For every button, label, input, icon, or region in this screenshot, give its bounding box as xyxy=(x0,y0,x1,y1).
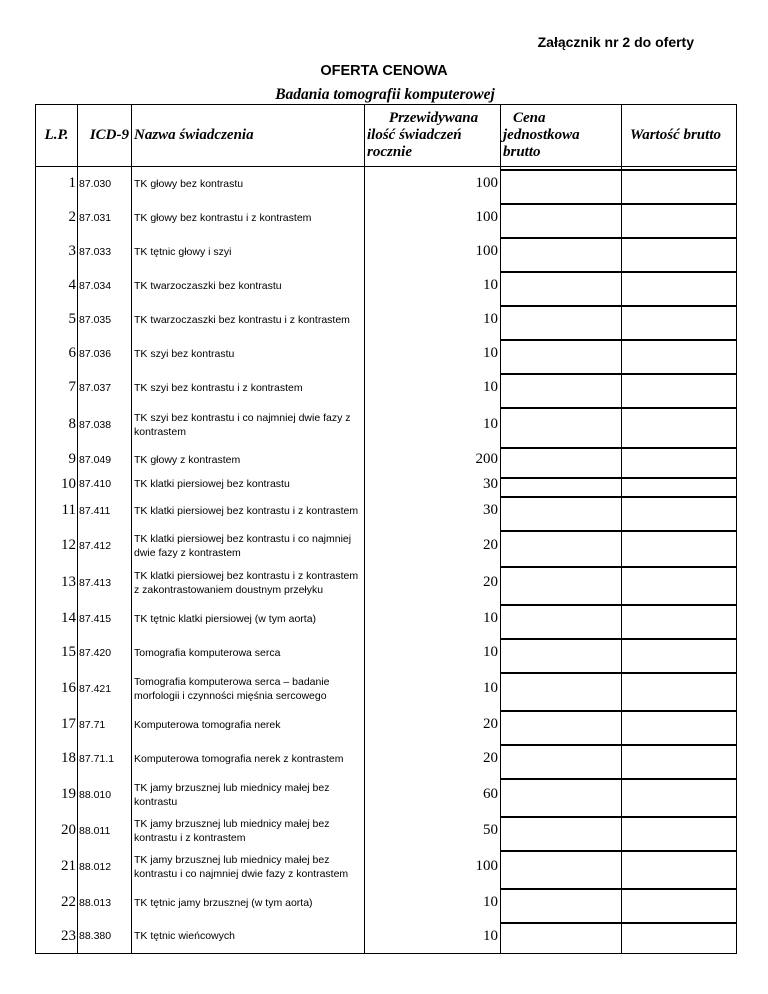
empty-value-box[interactable] xyxy=(501,271,621,273)
empty-value-box[interactable] xyxy=(622,604,736,606)
empty-value-box[interactable] xyxy=(622,496,736,498)
row-number: 12 xyxy=(36,528,78,564)
row-icd-code: 87.411 xyxy=(78,494,132,528)
table-row xyxy=(36,269,737,303)
row-quantity: 20 xyxy=(365,742,501,776)
empty-value-box[interactable] xyxy=(501,566,621,568)
row-service-name: TK klatki piersiowej bez kontrastu i z kontrastem z zakontrastowaniem doustnym przełyku xyxy=(132,564,365,602)
row-service-name: TK tętnic klatki piersiowej (w tym aorta) xyxy=(132,602,365,636)
row-service-name: TK szyi bez kontrastu i z kontrastem xyxy=(132,371,365,405)
row-quantity: 10 xyxy=(365,303,501,337)
empty-value-box[interactable] xyxy=(501,407,621,409)
row-number: 7 xyxy=(36,371,78,405)
row-gross-value-field[interactable] xyxy=(622,235,737,269)
row-number: 18 xyxy=(36,742,78,776)
offer-subtitle: Badania tomografii komputerowej xyxy=(275,86,495,103)
row-unit-price-field[interactable] xyxy=(501,494,622,528)
row-icd-code: 87.71.1 xyxy=(78,742,132,776)
row-unit-price-field[interactable] xyxy=(501,776,622,814)
row-gross-value-field[interactable] xyxy=(622,371,737,405)
row-gross-value-field[interactable] xyxy=(622,445,737,475)
row-unit-price-field[interactable] xyxy=(501,742,622,776)
row-icd-code: 87.421 xyxy=(78,670,132,708)
row-service-name: TK tętnic jamy brzusznej (w tym aorta) xyxy=(132,886,365,920)
row-gross-value-field[interactable] xyxy=(622,886,737,920)
row-gross-value-field[interactable] xyxy=(622,564,737,602)
row-service-name: TK głowy bez kontrastu i z kontrastem xyxy=(132,201,365,235)
table-row xyxy=(36,742,737,776)
empty-value-box[interactable] xyxy=(501,530,621,532)
row-number: 17 xyxy=(36,708,78,742)
row-number: 23 xyxy=(36,920,78,954)
empty-value-box[interactable] xyxy=(622,816,736,818)
row-number: 2 xyxy=(36,201,78,235)
table-row xyxy=(36,405,737,445)
table-row xyxy=(36,602,737,636)
row-service-name: Tomografia komputerowa serca xyxy=(132,636,365,670)
column-header-quantity xyxy=(365,105,501,167)
row-gross-value-field[interactable] xyxy=(622,269,737,303)
row-service-name: TK tętnic głowy i szyi xyxy=(132,235,365,269)
quantity-header-line: Przewidywana xyxy=(388,110,479,126)
row-unit-price-field[interactable] xyxy=(501,564,622,602)
row-unit-price-field[interactable] xyxy=(501,235,622,269)
row-service-name: TK głowy bez kontrastu xyxy=(132,167,365,201)
row-gross-value-field[interactable] xyxy=(622,814,737,848)
row-icd-code: 88.012 xyxy=(78,848,132,886)
row-quantity: 10 xyxy=(365,371,501,405)
empty-value-box[interactable] xyxy=(501,477,621,479)
empty-value-box[interactable] xyxy=(622,888,736,890)
row-service-name: Tomografia komputerowa serca – badanie morfologii i czynności mięśnia sercowego xyxy=(132,670,365,708)
column-header-icd: ICD-9 xyxy=(78,105,132,167)
table-row xyxy=(36,528,737,564)
row-service-name: TK klatki piersiowej bez kontrastu i co najmniej dwie fazy z kontrastem xyxy=(132,528,365,564)
quantity-header-line: rocznie xyxy=(367,144,412,160)
empty-value-box[interactable] xyxy=(622,447,736,449)
price-offer-table xyxy=(35,104,737,954)
row-quantity: 100 xyxy=(365,848,501,886)
row-icd-code: 87.413 xyxy=(78,564,132,602)
table-row xyxy=(36,920,737,954)
row-service-name: TK tętnic wieńcowych xyxy=(132,920,365,954)
row-quantity: 10 xyxy=(365,337,501,371)
row-icd-code: 87.035 xyxy=(78,303,132,337)
row-gross-value-field[interactable] xyxy=(622,636,737,670)
empty-value-box[interactable] xyxy=(622,237,736,239)
empty-value-box[interactable] xyxy=(501,638,621,640)
row-unit-price-field[interactable] xyxy=(501,886,622,920)
empty-value-box[interactable] xyxy=(622,339,736,341)
row-icd-code: 87.036 xyxy=(78,337,132,371)
row-quantity: 20 xyxy=(365,708,501,742)
row-gross-value-field[interactable] xyxy=(622,848,737,886)
table-row xyxy=(36,475,737,494)
table-row xyxy=(36,564,737,602)
row-gross-value-field[interactable] xyxy=(622,776,737,814)
table-row xyxy=(36,776,737,814)
row-icd-code: 87.033 xyxy=(78,235,132,269)
row-gross-value-field[interactable] xyxy=(622,494,737,528)
table-row xyxy=(36,167,737,201)
table-row xyxy=(36,303,737,337)
row-unit-price-field[interactable] xyxy=(501,708,622,742)
row-quantity: 30 xyxy=(365,494,501,528)
row-service-name: TK jamy brzusznej lub miednicy małej bez kontrastu xyxy=(132,776,365,814)
row-unit-price-field[interactable] xyxy=(501,848,622,886)
empty-value-box[interactable] xyxy=(622,477,736,479)
row-gross-value-field[interactable] xyxy=(622,920,737,954)
row-unit-price-field[interactable] xyxy=(501,303,622,337)
row-icd-code: 88.010 xyxy=(78,776,132,814)
row-service-name: Komputerowa tomografia nerek xyxy=(132,708,365,742)
column-header-name: Nazwa świadczenia xyxy=(132,105,365,167)
empty-value-box[interactable] xyxy=(501,203,621,205)
row-number: 10 xyxy=(36,475,78,494)
offer-title: OFERTA CENOWA xyxy=(320,63,448,79)
table-row xyxy=(36,670,737,708)
empty-value-box[interactable] xyxy=(501,339,621,341)
empty-value-box[interactable] xyxy=(501,778,621,780)
column-header-gross-value: Wartość brutto xyxy=(622,105,737,167)
annex-label: Załącznik nr 2 do oferty xyxy=(537,34,694,50)
row-number: 3 xyxy=(36,235,78,269)
empty-value-box[interactable] xyxy=(622,373,736,375)
table-row xyxy=(36,201,737,235)
row-unit-price-field[interactable] xyxy=(501,201,622,235)
table-row xyxy=(36,708,737,742)
row-number: 13 xyxy=(36,564,78,602)
row-unit-price-field[interactable] xyxy=(501,475,622,494)
row-service-name: Komputerowa tomografia nerek z kontrastem xyxy=(132,742,365,776)
row-gross-value-field[interactable] xyxy=(622,742,737,776)
row-number: 16 xyxy=(36,670,78,708)
row-number: 9 xyxy=(36,445,78,475)
row-icd-code: 87.038 xyxy=(78,405,132,445)
table-row xyxy=(36,445,737,475)
row-number: 11 xyxy=(36,494,78,528)
row-service-name: TK głowy z kontrastem xyxy=(132,445,365,475)
row-unit-price-field[interactable] xyxy=(501,167,622,201)
row-number: 4 xyxy=(36,269,78,303)
empty-value-box[interactable] xyxy=(622,744,736,746)
row-quantity: 10 xyxy=(365,405,501,445)
row-number: 8 xyxy=(36,405,78,445)
empty-value-box[interactable] xyxy=(622,271,736,273)
empty-value-box[interactable] xyxy=(501,305,621,307)
row-quantity: 100 xyxy=(365,201,501,235)
table-row xyxy=(36,494,737,528)
empty-value-box[interactable] xyxy=(622,530,736,532)
row-gross-value-field[interactable] xyxy=(622,167,737,201)
table-row xyxy=(36,337,737,371)
row-quantity: 100 xyxy=(365,167,501,201)
row-service-name: TK szyi bez kontrastu i co najmniej dwie fazy z kontrastem xyxy=(132,405,365,445)
row-number: 20 xyxy=(36,814,78,848)
row-unit-price-field[interactable] xyxy=(501,920,622,954)
empty-value-box[interactable] xyxy=(501,922,621,924)
empty-value-box[interactable] xyxy=(501,744,621,746)
row-quantity: 10 xyxy=(365,269,501,303)
row-gross-value-field[interactable] xyxy=(622,303,737,337)
empty-value-box[interactable] xyxy=(622,638,736,640)
empty-value-box[interactable] xyxy=(501,496,621,498)
empty-value-box[interactable] xyxy=(501,672,621,674)
table-row xyxy=(36,848,737,886)
row-number: 19 xyxy=(36,776,78,814)
empty-value-box[interactable] xyxy=(622,566,736,568)
row-service-name: TK klatki piersiowej bez kontrastu xyxy=(132,475,365,494)
row-quantity: 10 xyxy=(365,670,501,708)
row-quantity: 30 xyxy=(365,475,501,494)
row-icd-code: 87.030 xyxy=(78,167,132,201)
row-number: 1 xyxy=(36,167,78,201)
empty-value-box[interactable] xyxy=(501,447,621,449)
empty-value-box[interactable] xyxy=(622,203,736,205)
empty-value-box[interactable] xyxy=(501,604,621,606)
empty-value-box[interactable] xyxy=(622,672,736,674)
row-service-name: TK twarzoczaszki bez kontrastu i z kontrastem xyxy=(132,303,365,337)
row-icd-code: 87.420 xyxy=(78,636,132,670)
quantity-header-line: ilość świadczeń xyxy=(367,127,462,143)
row-service-name: TK jamy brzusznej lub miednicy małej bez kontrastu i co najmniej dwie fazy z kontrastem xyxy=(132,848,365,886)
row-unit-price-field[interactable] xyxy=(501,814,622,848)
row-icd-code: 87.410 xyxy=(78,475,132,494)
row-quantity: 10 xyxy=(365,886,501,920)
row-number: 22 xyxy=(36,886,78,920)
row-service-name: TK klatki piersiowej bez kontrastu i z kontrastem xyxy=(132,494,365,528)
empty-value-box[interactable] xyxy=(622,305,736,307)
row-quantity: 10 xyxy=(365,636,501,670)
row-quantity: 20 xyxy=(365,528,501,564)
row-gross-value-field[interactable] xyxy=(622,201,737,235)
row-gross-value-field[interactable] xyxy=(622,670,737,708)
empty-value-box[interactable] xyxy=(501,373,621,375)
row-number: 21 xyxy=(36,848,78,886)
row-unit-price-field[interactable] xyxy=(501,528,622,564)
empty-value-box[interactable] xyxy=(622,850,736,852)
table-row xyxy=(36,886,737,920)
row-quantity: 10 xyxy=(365,920,501,954)
table-row xyxy=(36,636,737,670)
empty-value-box[interactable] xyxy=(622,778,736,780)
row-quantity: 50 xyxy=(365,814,501,848)
row-gross-value-field[interactable] xyxy=(622,528,737,564)
price-header-line: Cena xyxy=(513,110,546,126)
row-quantity: 100 xyxy=(365,235,501,269)
row-unit-price-field[interactable] xyxy=(501,405,622,445)
empty-value-box[interactable] xyxy=(622,922,736,924)
table-row xyxy=(36,371,737,405)
empty-value-box[interactable] xyxy=(501,816,621,818)
row-icd-code: 87.412 xyxy=(78,528,132,564)
row-service-name: TK szyi bez kontrastu xyxy=(132,337,365,371)
empty-value-box[interactable] xyxy=(622,407,736,409)
row-gross-value-field[interactable] xyxy=(622,405,737,445)
row-icd-code: 88.011 xyxy=(78,814,132,848)
empty-value-box[interactable] xyxy=(622,710,736,712)
row-number: 5 xyxy=(36,303,78,337)
row-quantity: 200 xyxy=(365,445,501,475)
empty-value-box[interactable] xyxy=(501,237,621,239)
table-row xyxy=(36,814,737,848)
row-icd-code: 88.380 xyxy=(78,920,132,954)
empty-value-box[interactable] xyxy=(501,888,621,890)
row-unit-price-field[interactable] xyxy=(501,602,622,636)
row-icd-code: 87.71 xyxy=(78,708,132,742)
price-header-line: jednostkowa xyxy=(503,127,580,143)
row-unit-price-field[interactable] xyxy=(501,337,622,371)
row-quantity: 60 xyxy=(365,776,501,814)
row-service-name: TK jamy brzusznej lub miednicy małej bez kontrastu i z kontrastem xyxy=(132,814,365,848)
empty-value-box[interactable] xyxy=(501,710,621,712)
row-unit-price-field[interactable] xyxy=(501,445,622,475)
row-quantity: 10 xyxy=(365,602,501,636)
row-icd-code: 87.034 xyxy=(78,269,132,303)
row-unit-price-field[interactable] xyxy=(501,269,622,303)
row-gross-value-field[interactable] xyxy=(622,602,737,636)
row-number: 6 xyxy=(36,337,78,371)
row-number: 14 xyxy=(36,602,78,636)
empty-value-box[interactable] xyxy=(501,850,621,852)
row-icd-code: 87.049 xyxy=(78,445,132,475)
row-unit-price-field[interactable] xyxy=(501,371,622,405)
row-quantity: 20 xyxy=(365,564,501,602)
row-icd-code: 87.031 xyxy=(78,201,132,235)
row-icd-code: 88.013 xyxy=(78,886,132,920)
row-service-name: TK twarzoczaszki bez kontrastu xyxy=(132,269,365,303)
table-body xyxy=(36,167,737,954)
column-header-nr: L.P. xyxy=(36,105,78,167)
row-gross-value-field[interactable] xyxy=(622,475,737,494)
row-icd-code: 87.037 xyxy=(78,371,132,405)
row-gross-value-field[interactable] xyxy=(622,708,737,742)
table-row xyxy=(36,235,737,269)
column-header-unit-price xyxy=(501,105,622,167)
row-number: 15 xyxy=(36,636,78,670)
price-header-line: brutto xyxy=(503,144,541,160)
empty-value-box[interactable] xyxy=(622,169,736,171)
row-unit-price-field[interactable] xyxy=(501,670,622,708)
table-header-row xyxy=(36,105,737,167)
row-icd-code: 87.415 xyxy=(78,602,132,636)
row-unit-price-field[interactable] xyxy=(501,636,622,670)
row-gross-value-field[interactable] xyxy=(622,337,737,371)
empty-value-box[interactable] xyxy=(501,169,621,171)
